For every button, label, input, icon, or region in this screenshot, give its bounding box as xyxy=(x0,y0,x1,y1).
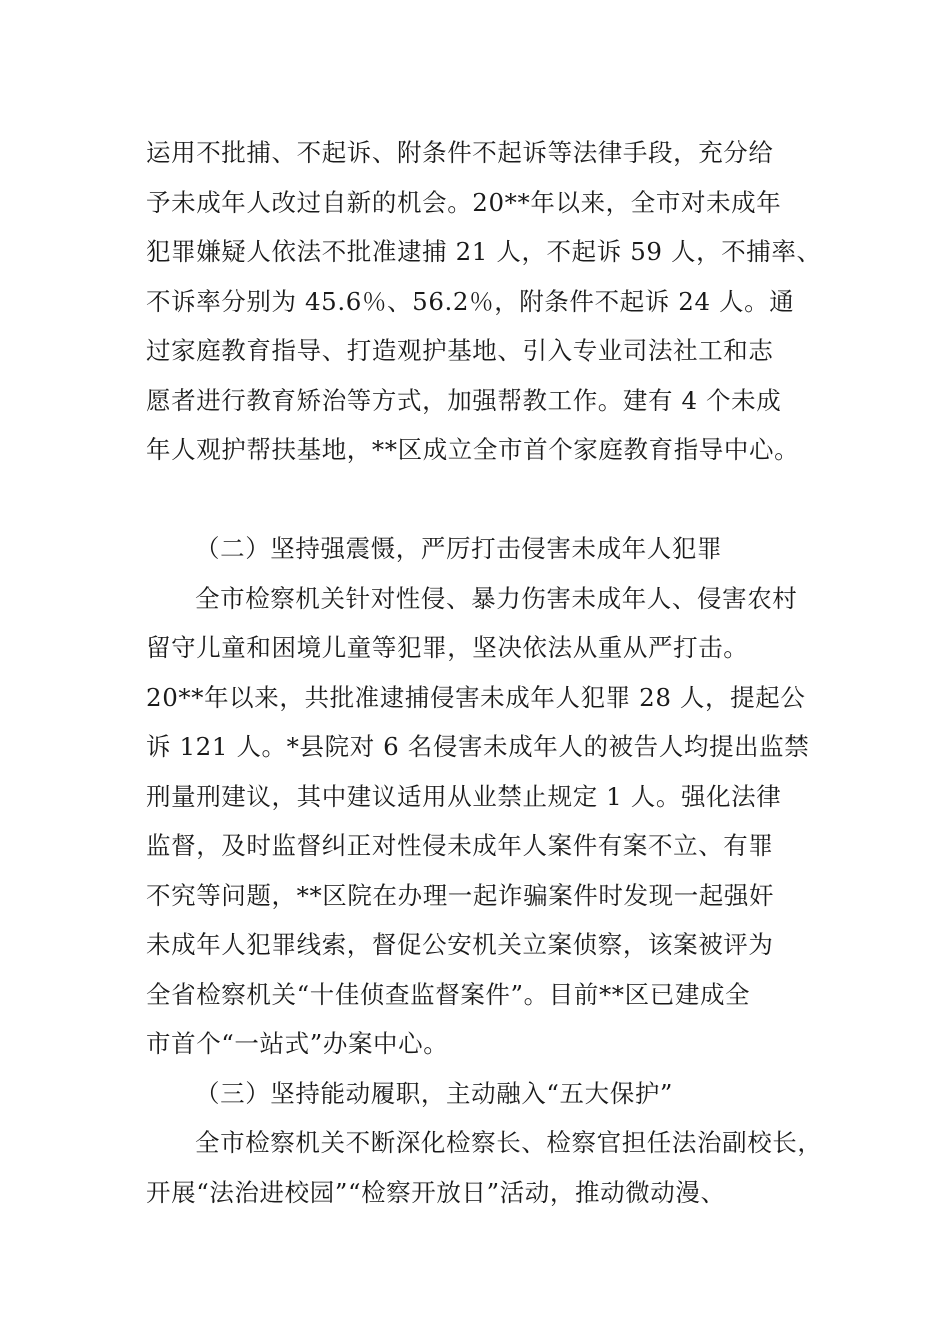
text-line: 不究等问题，**区院在办理一起诈骗案件时发现一起强奸 xyxy=(146,880,775,910)
text-line: 未成年人犯罪线索，督促公安机关立案侦察，该案被评为 xyxy=(146,930,774,959)
text-line: 犯罪嫌疑人依法不批准逮捕 21 人，不起诉 59 人，不捕率、 xyxy=(146,237,822,266)
section-heading-2: （二）坚持强震慑，严厉打击侵害未成年人犯罪 xyxy=(195,534,723,563)
text-line: 全市检察机关不断深化检察长、检察官担任法治副校长， xyxy=(195,1128,823,1157)
text-line: 监督，及时监督纠正对性侵未成年人案件有案不立、有罪 xyxy=(146,831,774,860)
text-line: 运用不批捕、不起诉、附条件不起诉等法律手段，充分给 xyxy=(146,138,774,167)
text-line: 年人观护帮扶基地，**区成立全市首个家庭教育指导中心。 xyxy=(146,435,800,464)
text-line: 诉 121 人。*县院对 6 名侵害未成年人的被告人均提出监禁 xyxy=(146,732,810,761)
text-line: 全市检察机关针对性侵、暴力伤害未成年人、侵害农村 xyxy=(195,583,798,613)
text-line: 市首个“一站式”办案中心。 xyxy=(146,1029,449,1058)
sections-continued xyxy=(146,524,836,1217)
text-line: 留守儿童和困境儿童等犯罪，坚决依法从重从严打击。 xyxy=(146,633,749,662)
text-line: 刑量刑建议，其中建议适用从业禁止规定 1 人。强化法律 xyxy=(146,781,782,811)
text-line: 全省检察机关“十佳侦查监督案件”。目前**区已建成全 xyxy=(146,979,751,1009)
text-line: 予未成年人改过自新的机会。20**年以来，全市对未成年 xyxy=(146,187,782,217)
text-line: 愿者进行教育矫治等方式，加强帮教工作。建有 4 个未成 xyxy=(146,385,782,415)
text-line: 开展“法治进校园”“检察开放日”活动，推动微动漫、 xyxy=(146,1177,726,1207)
paragraph-juvenile-leniency xyxy=(146,128,836,475)
section-heading-3: （三）坚持能动履职，主动融入“五大保护” xyxy=(195,1078,674,1108)
text-line: 20**年以来，共批准逮捕侵害未成年人犯罪 28 人，提起公 xyxy=(146,682,806,712)
text-line: 过家庭教育指导、打造观护基地、引入专业司法社工和志 xyxy=(146,336,774,365)
text-line: 不诉率分别为 45.6％、56.2％，附条件不起诉 24 人。通 xyxy=(146,286,795,316)
